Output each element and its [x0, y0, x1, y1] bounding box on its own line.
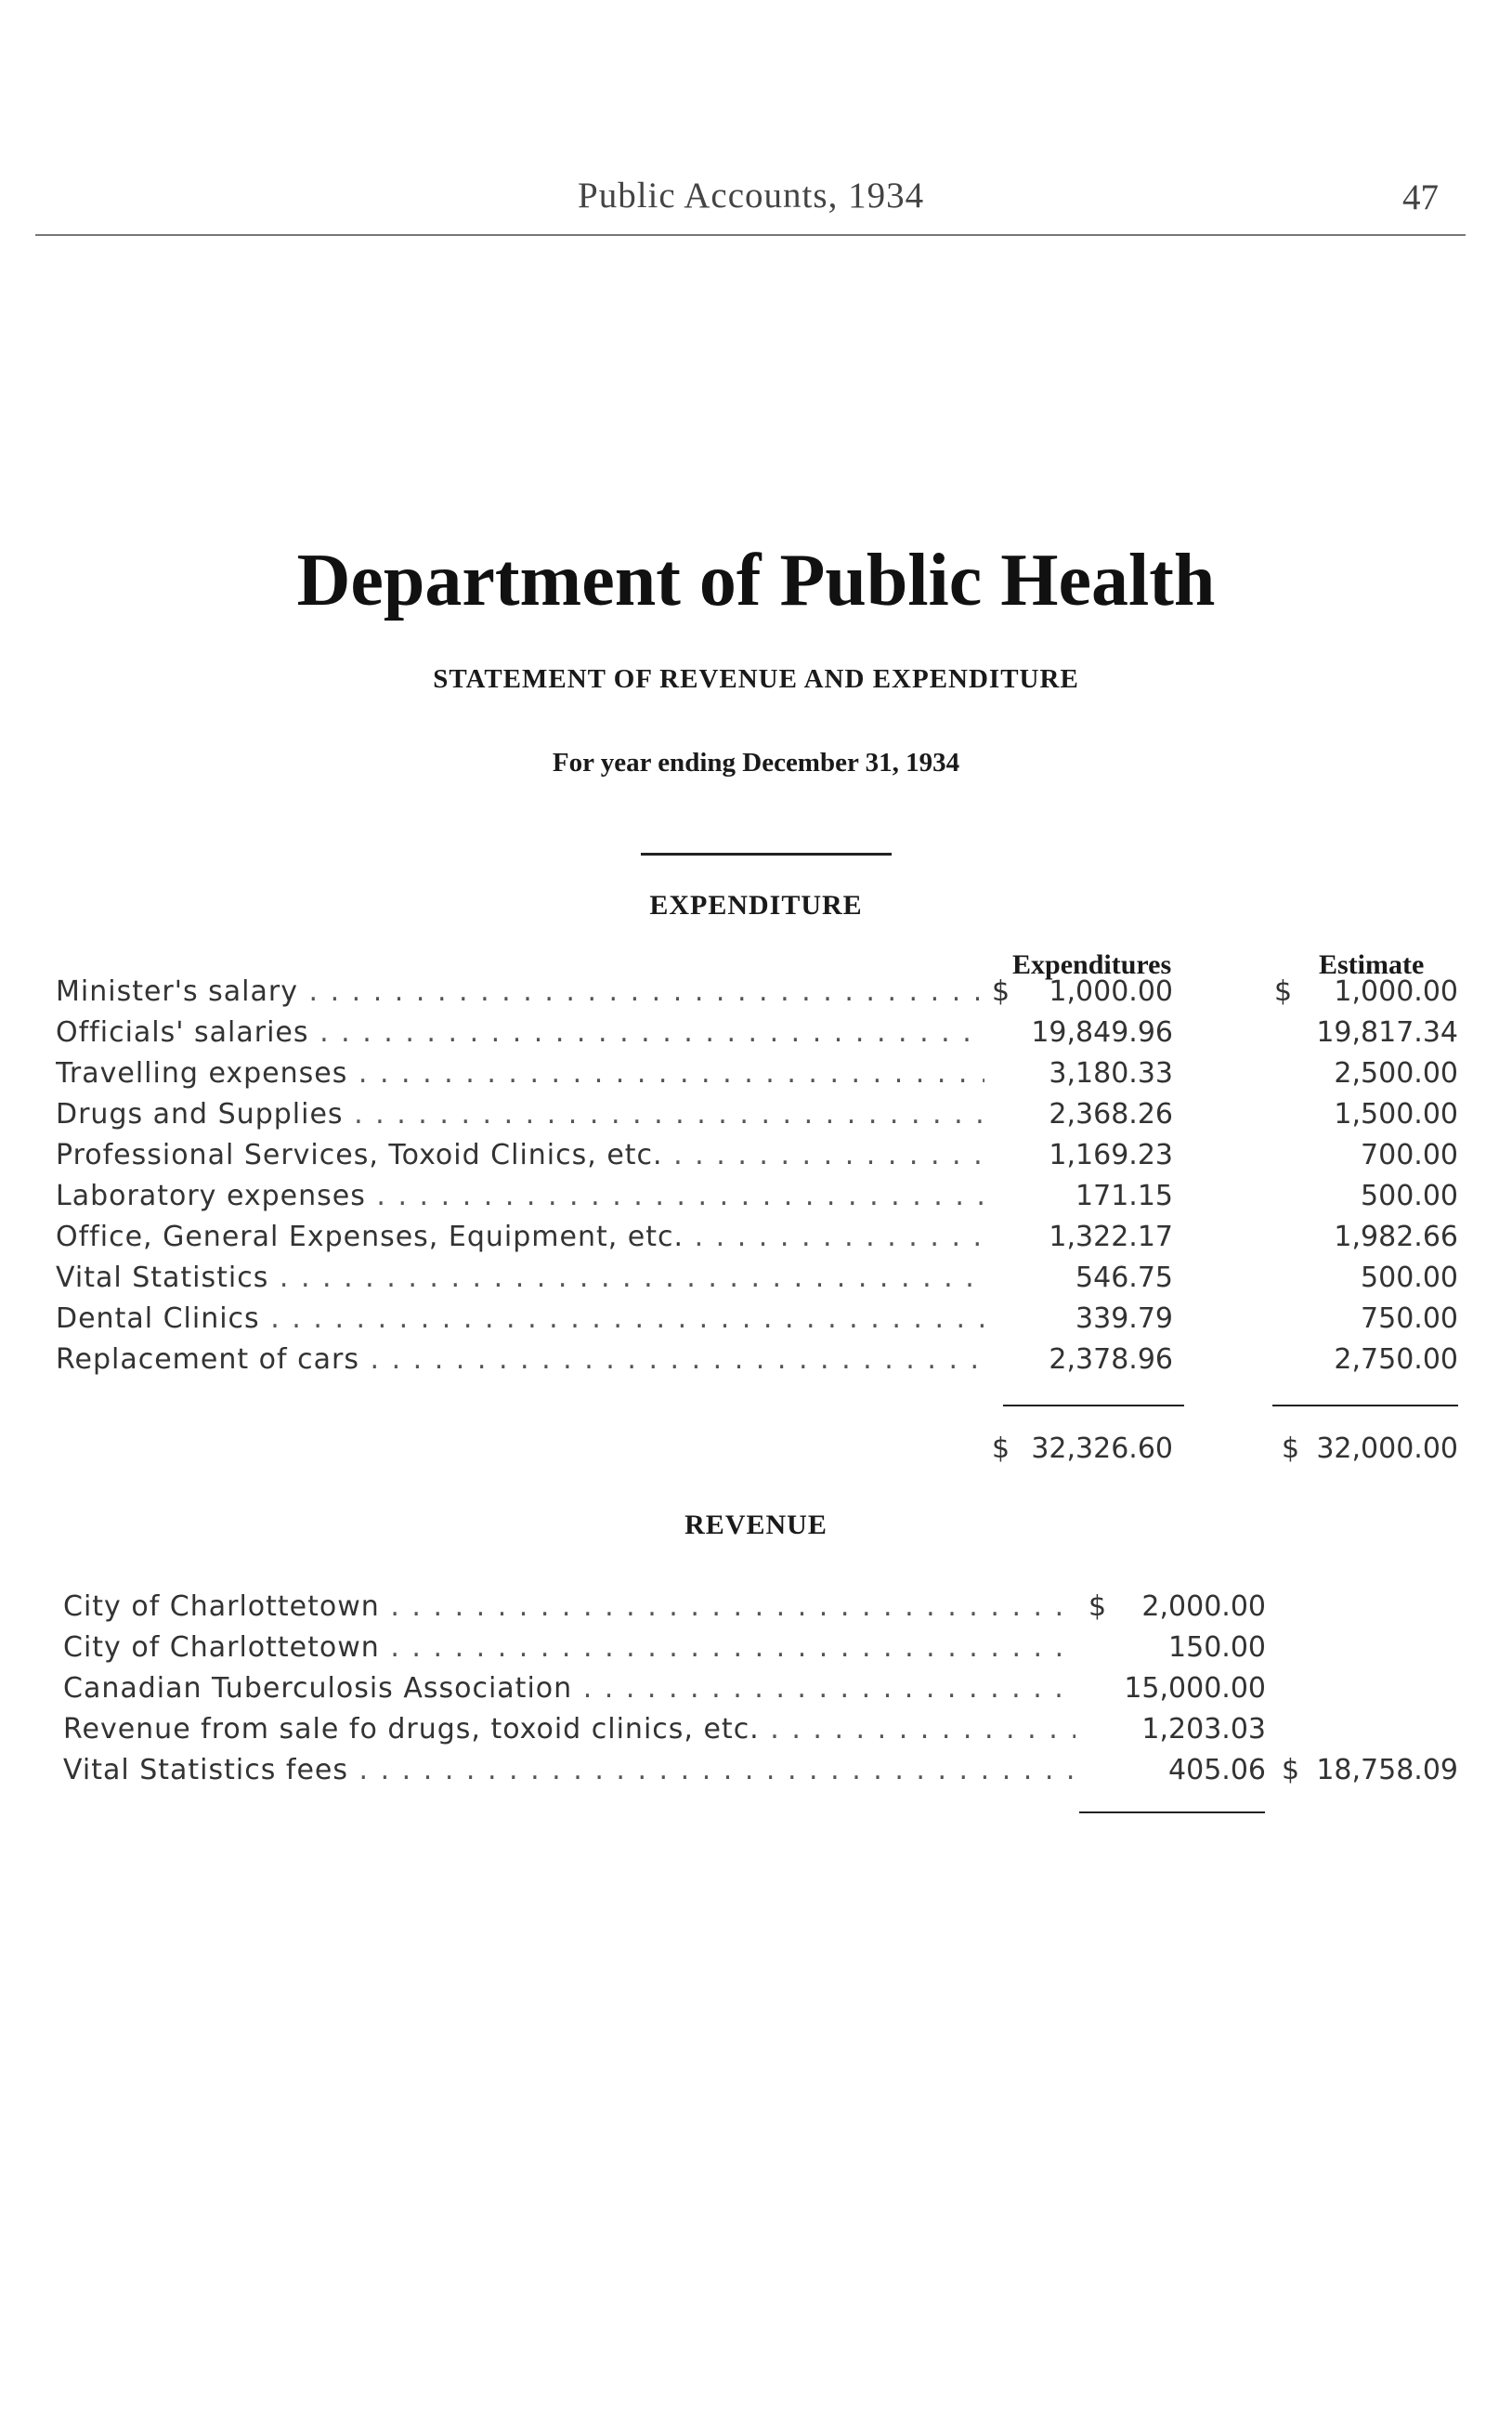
- header-rule: [35, 234, 1466, 236]
- title-divider: [641, 853, 892, 856]
- page-number: 47: [1402, 177, 1439, 217]
- period-line: For year ending December 31, 1934: [552, 748, 960, 778]
- estimate-amount: 750.00: [1361, 1302, 1458, 1335]
- expenditures-column-header: Expenditures: [1012, 949, 1172, 980]
- row-label: Officials' salaries . . .: [56, 1016, 984, 1058]
- row-label: Replacement of cars . . .: [56, 1343, 984, 1385]
- row-label: Office, General Expenses, Equipment, etc. . . .: [56, 1221, 984, 1262]
- row-label: Travelling expenses . . .: [56, 1057, 984, 1099]
- expenditure-amount: 2,378.96: [1049, 1343, 1173, 1376]
- running-title: Public Accounts, 1934: [578, 176, 925, 216]
- expenditure-total-row: [0, 1432, 1512, 1474]
- expenditure-amount: 171.15: [1075, 1180, 1173, 1212]
- expenditure-row: [0, 1016, 1512, 1058]
- expenditure-amount: 3,180.33: [1049, 1057, 1173, 1090]
- currency-sign: $: [1274, 975, 1293, 1008]
- revenue-row: [0, 1590, 1512, 1632]
- page-title: Department of Public Health: [296, 540, 1216, 621]
- expenditure-amount: 1,322.17: [1049, 1221, 1173, 1253]
- estimate-amount: 2,750.00: [1334, 1343, 1458, 1376]
- expenditure-amount: 1,169.23: [1049, 1139, 1173, 1171]
- estimate-total-rule: [1272, 1405, 1458, 1406]
- revenue-amount: 2,000.00: [1141, 1590, 1266, 1623]
- estimate-amount: 500.00: [1361, 1262, 1458, 1294]
- expenditure-amount: 1,000.00: [1049, 975, 1173, 1008]
- expenditure-row: [0, 1057, 1512, 1099]
- revenue-row: [0, 1713, 1512, 1755]
- estimate-amount: 19,817.34: [1316, 1016, 1458, 1049]
- estimate-column-header: Estimate: [1319, 949, 1425, 980]
- revenue-amount: 150.00: [1168, 1631, 1266, 1664]
- expenditure-row: [0, 1221, 1512, 1262]
- revenue-amount: 1,203.03: [1141, 1713, 1266, 1746]
- revenue-total-rule: [1079, 1811, 1265, 1813]
- estimate-total: 32,000.00: [1316, 1432, 1458, 1465]
- expenditure-amount: 19,849.96: [1031, 1016, 1173, 1049]
- running-head: [0, 175, 1512, 221]
- expenditure-total: 32,326.60: [1031, 1432, 1173, 1465]
- row-label: Vital Statistics . . .: [56, 1262, 984, 1303]
- currency-sign: $: [992, 975, 1010, 1008]
- row-label: City of Charlottetown . . .: [63, 1590, 1075, 1632]
- expenditure-row: [0, 975, 1512, 1017]
- revenue-total: 18,758.09: [1316, 1754, 1458, 1786]
- expenditure-row: [0, 1302, 1512, 1344]
- expenditure-amount: 546.75: [1075, 1262, 1173, 1294]
- revenue-heading: REVENUE: [684, 1510, 828, 1540]
- row-label: Dental Clinics . . .: [56, 1302, 984, 1344]
- expenditure-total-rule: [1003, 1405, 1184, 1406]
- currency-sign: $: [1282, 1754, 1300, 1786]
- row-label: Vital Statistics fees . . .: [63, 1754, 1075, 1796]
- revenue-row: [0, 1672, 1512, 1714]
- revenue-amount: 405.06: [1168, 1754, 1266, 1786]
- expenditure-row: [0, 1180, 1512, 1222]
- estimate-amount: 1,500.00: [1334, 1098, 1458, 1131]
- expenditure-heading: EXPENDITURE: [649, 890, 863, 921]
- currency-sign: $: [1088, 1590, 1107, 1623]
- row-label: Minister's salary . . .: [56, 975, 984, 1017]
- expenditure-amount: 339.79: [1075, 1302, 1173, 1335]
- estimate-amount: 500.00: [1361, 1180, 1458, 1212]
- row-label: Professional Services, Toxoid Clinics, etc. . . .: [56, 1139, 984, 1181]
- revenue-amount: 15,000.00: [1124, 1672, 1266, 1705]
- currency-sign: $: [992, 1432, 1010, 1465]
- expenditure-row: [0, 1262, 1512, 1303]
- estimate-amount: 1,982.66: [1334, 1221, 1458, 1253]
- currency-sign: $: [1282, 1432, 1300, 1465]
- row-label: Canadian Tuberculosis Association . . .: [63, 1672, 1075, 1714]
- expenditure-amount: 2,368.26: [1049, 1098, 1173, 1131]
- row-label: Drugs and Supplies . . .: [56, 1098, 984, 1140]
- estimate-amount: 700.00: [1361, 1139, 1458, 1171]
- row-label: City of Charlottetown . . .: [63, 1631, 1075, 1673]
- estimate-amount: 1,000.00: [1334, 975, 1458, 1008]
- revenue-row: [0, 1631, 1512, 1673]
- estimate-amount: 2,500.00: [1334, 1057, 1458, 1090]
- statement-subtitle: STATEMENT OF REVENUE AND EXPENDITURE: [433, 664, 1079, 694]
- expenditure-row: [0, 1139, 1512, 1181]
- revenue-row: [0, 1754, 1512, 1796]
- row-label: Laboratory expenses . . .: [56, 1180, 984, 1222]
- row-label: Revenue from sale fo drugs, toxoid clinics, etc. . . .: [63, 1713, 1075, 1755]
- expenditure-row: [0, 1098, 1512, 1140]
- expenditure-row: [0, 1343, 1512, 1385]
